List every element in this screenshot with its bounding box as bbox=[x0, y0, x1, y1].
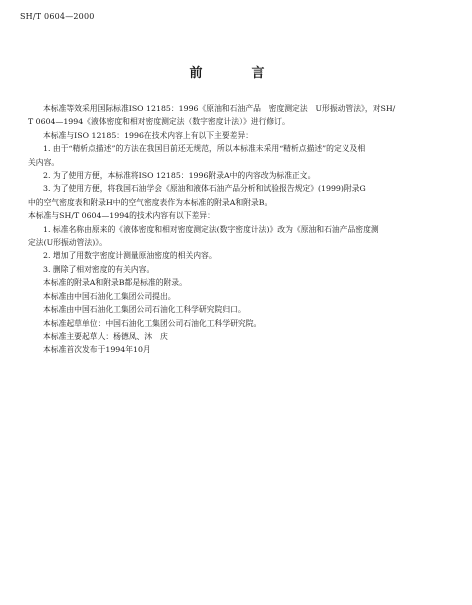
text-line: 3. 为了使用方便，将我国石油学会《原油和液体石油产品分析和试验报告规定》(1999)附录G bbox=[43, 184, 366, 194]
text-line: 本标准与SH/T 0604—1994的技术内容有以下差异： bbox=[28, 211, 215, 221]
text-line: 本标准主要起草人：杨德凤、沐 庆 bbox=[43, 331, 168, 341]
text-line: 本标准等效采用国际标准ISO 12185：1996《原油和石油产品 密度测定法 U形振动管法》，对SH/ bbox=[43, 104, 396, 113]
text-line: 本标准与ISO 12185：1996在技术内容上有以下主要差异： bbox=[43, 130, 254, 140]
text-line: 中的空气密度表和附录H中的空气密度表作为本标准的附录A和附录B。 bbox=[28, 197, 273, 207]
text-line: 定法(U形振动管法)》。 bbox=[28, 238, 107, 248]
text-line: 本标准由中国石油化工集团公司石油化工科学研究院归口。 bbox=[43, 305, 246, 315]
text-line: 本标准起草单位：中国石油化工集团公司石油化工科学研究院。 bbox=[43, 318, 262, 328]
text-line: 本标准首次发布于1994年10月 bbox=[43, 345, 151, 355]
standard-number: SH/T 0604—2000 bbox=[20, 12, 95, 21]
page-title: 前 言 bbox=[189, 66, 283, 81]
text-line: 2. 增加了用数字密度计测量原油密度的相关内容。 bbox=[43, 251, 217, 261]
text-line: 2. 为了使用方便，本标准将ISO 12185：1996附录A中的内容改为标准正文。 bbox=[43, 171, 316, 181]
foreword-body bbox=[28, 102, 446, 357]
text-line: 本标准由中国石油化工集团公司提出。 bbox=[43, 291, 176, 301]
text-line: 3. 删除了相对密度的有关内容。 bbox=[43, 264, 155, 274]
text-line: 关内容。 bbox=[28, 157, 60, 167]
text-line: 本标准的附录A和附录B都是标准的附录。 bbox=[43, 278, 187, 288]
text-line: T 0604—1994《液体密度和相对密度测定法（数字密度计法）》进行修订。 bbox=[28, 117, 290, 127]
text-line: 1. 标准名称由原来的《液体密度和相对密度测定法(数字密度计法)》改为《原油和石油产品密度测 bbox=[43, 224, 379, 234]
text-line: 1. 由于“精析点描述”的方法在我国目前还无规范，所以本标准未采用“精析点描述”的定义及相 bbox=[43, 144, 366, 154]
